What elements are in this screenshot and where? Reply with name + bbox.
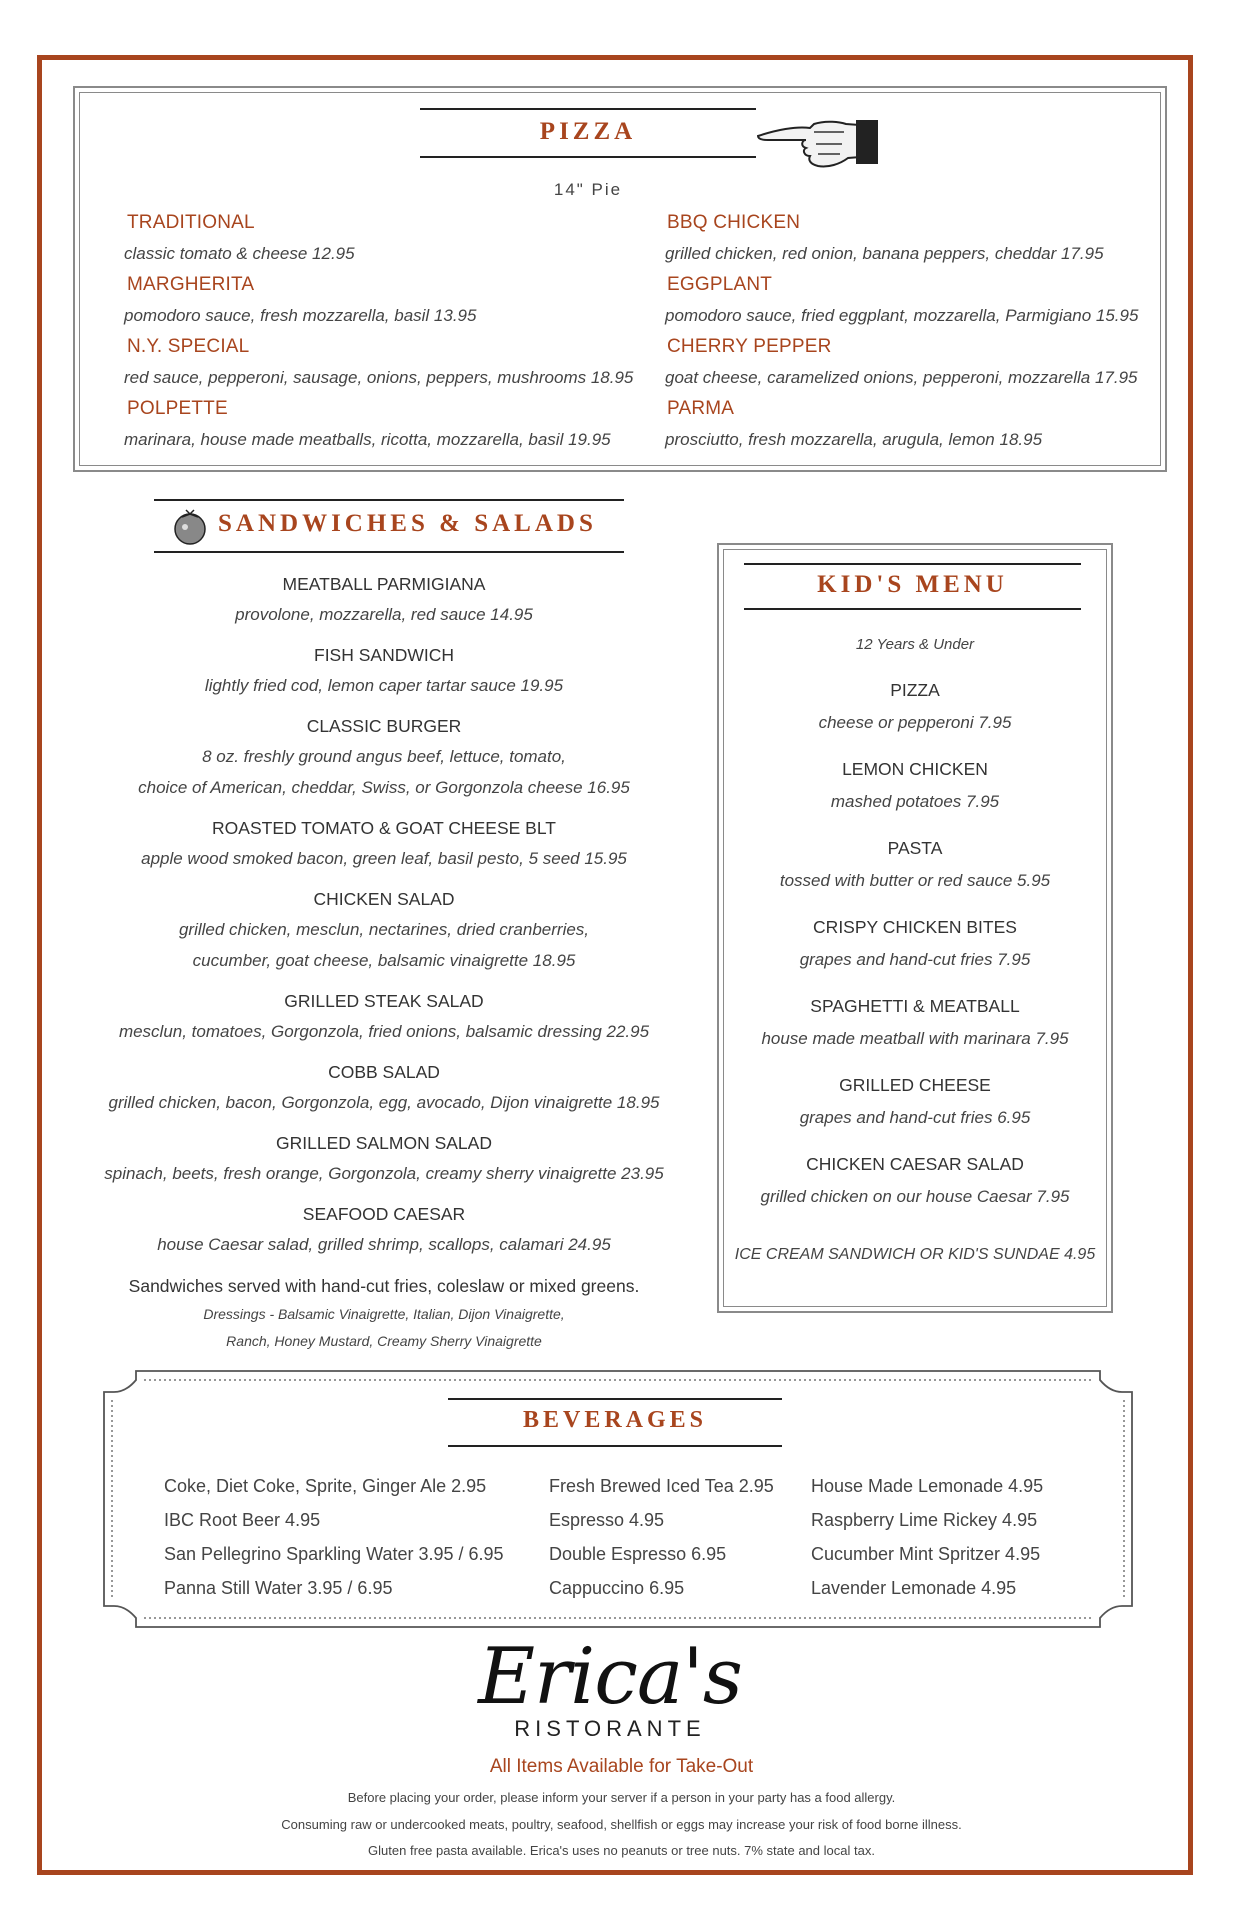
- kids-item-name: CRISPY CHICKEN BITES: [813, 917, 1017, 937]
- pizza-title: PIZZA: [539, 118, 637, 145]
- sandwich-item-desc: choice of American, cheddar, Swiss, or Gorgonzola cheese 16.95: [138, 778, 630, 797]
- pizza-item-name: TRADITIONAL: [127, 212, 255, 233]
- sandwich-item-desc: cucumber, goat cheese, balsamic vinaigrette 18.95: [192, 951, 576, 970]
- logo-subtitle: RISTORANTE: [514, 1716, 706, 1741]
- sandwich-item-desc: provolone, mozzarella, red sauce 14.95: [235, 605, 533, 624]
- sandwich-item-name: ROASTED TOMATO & GOAT CHEESE BLT: [212, 818, 556, 838]
- beverage-item: San Pellegrino Sparkling Water 3.95 / 6.95: [164, 1544, 504, 1564]
- sandwich-item-desc: spinach, beets, fresh orange, Gorgonzola, creamy sherry vinaigrette 23.95: [104, 1164, 664, 1183]
- pizza-item-name: MARGHERITA: [127, 274, 255, 295]
- beverage-item: IBC Root Beer 4.95: [164, 1510, 321, 1530]
- beverages-rule-top: [448, 1398, 782, 1400]
- pizza-item-name: CHERRY PEPPER: [667, 336, 832, 357]
- beverages-rule-bottom: [448, 1445, 782, 1447]
- sandwich-item-desc: house Caesar salad, grilled shrimp, scallops, calamari 24.95: [157, 1235, 611, 1254]
- kids-item-desc: grapes and hand-cut fries 6.95: [799, 1108, 1031, 1127]
- pizza-subtitle: 14" Pie: [553, 180, 623, 199]
- pizza-rule-top: [420, 108, 756, 110]
- beverage-item: Lavender Lemonade 4.95: [811, 1578, 1017, 1598]
- sandwich-item-name: SEAFOOD CAESAR: [302, 1204, 466, 1224]
- beverage-item: Cucumber Mint Spritzer 4.95: [811, 1544, 1041, 1564]
- sandwich-item-desc: grilled chicken, bacon, Gorgonzola, egg, avocado, Dijon vinaigrette 18.95: [108, 1093, 660, 1112]
- pizza-item-desc: marinara, house made meatballs, ricotta, mozzarella, basil 19.95: [124, 430, 611, 449]
- dressings-line-2: Ranch, Honey Mustard, Creamy Sherry Vinaigrette: [226, 1333, 542, 1349]
- sandwich-item-name: CHICKEN SALAD: [313, 889, 455, 909]
- sandwich-item-name: GRILLED STEAK SALAD: [284, 991, 484, 1011]
- sandwich-item-name: CLASSIC BURGER: [306, 716, 462, 736]
- pizza-item-desc: pomodoro sauce, fresh mozzarella, basil 13.95: [124, 306, 477, 325]
- kids-item-name: GRILLED CHEESE: [839, 1075, 991, 1095]
- beverages-title: BEVERAGES: [522, 1407, 708, 1433]
- logo-script: Erica's: [478, 1632, 742, 1722]
- sandwiches-rule-bottom: [154, 551, 624, 553]
- kids-item-desc: cheese or pepperoni 7.95: [818, 713, 1012, 732]
- kids-item-name: CHICKEN CAESAR SALAD: [806, 1154, 1024, 1174]
- sandwich-item-desc: 8 oz. freshly ground angus beef, lettuce, tomato,: [202, 747, 566, 766]
- pizza-item-desc: pomodoro sauce, fried eggplant, mozzarella, Parmigiano 15.95: [665, 306, 1139, 325]
- dressings-line-1: Dressings - Balsamic Vinaigrette, Italian, Dijon Vinaigrette,: [203, 1306, 565, 1322]
- kids-title: KID'S MENU: [817, 571, 1008, 598]
- sandwich-item-name: GRILLED SALMON SALAD: [276, 1133, 492, 1153]
- pizza-item-name: N.Y. SPECIAL: [127, 336, 250, 357]
- kids-item-desc: house made meatball with marinara 7.95: [761, 1029, 1069, 1048]
- kids-rule-bottom: [744, 608, 1081, 610]
- pointing-hand-icon: [756, 110, 884, 174]
- beverage-item: Double Espresso 6.95: [549, 1544, 727, 1564]
- pizza-item-name: BBQ CHICKEN: [667, 212, 801, 233]
- sandwiches-rule-top: [154, 499, 624, 501]
- beverage-item: Espresso 4.95: [549, 1510, 665, 1530]
- beverage-item: Raspberry Lime Rickey 4.95: [811, 1510, 1038, 1530]
- beverage-item: Cappuccino 6.95: [549, 1578, 685, 1598]
- pizza-item-name: EGGPLANT: [667, 274, 773, 295]
- pizza-item-desc: grilled chicken, red onion, banana peppers, cheddar 17.95: [665, 244, 1104, 263]
- beverage-item: House Made Lemonade 4.95: [811, 1476, 1044, 1496]
- beverage-item: Coke, Diet Coke, Sprite, Ginger Ale 2.95: [164, 1476, 487, 1496]
- kids-item-name: SPAGHETTI & MEATBALL: [810, 996, 1020, 1016]
- kids-item-desc: grapes and hand-cut fries 7.95: [799, 950, 1031, 969]
- pizza-rule-bottom: [420, 156, 756, 158]
- kids-item-desc: grilled chicken on our house Caesar 7.95: [760, 1187, 1070, 1206]
- kids-item-desc: mashed potatoes 7.95: [830, 792, 1000, 811]
- pizza-item-desc: goat cheese, caramelized onions, pepperoni, mozzarella 17.95: [665, 368, 1138, 387]
- beverage-item: Fresh Brewed Iced Tea 2.95: [549, 1476, 774, 1496]
- sandwich-item-name: FISH SANDWICH: [314, 645, 454, 665]
- sandwich-item-desc: apple wood smoked bacon, green leaf, basil pesto, 5 seed 15.95: [141, 849, 627, 868]
- sandwiches-note: Sandwiches served with hand-cut fries, coleslaw or mixed greens.: [128, 1276, 640, 1296]
- sandwich-item-desc: mesclun, tomatoes, Gorgonzola, fried onions, balsamic dressing 22.95: [118, 1022, 650, 1041]
- gluten-tax-note: Gluten free pasta available. Erica's uses no peanuts or tree nuts. 7% state and local tax.: [368, 1843, 875, 1858]
- sandwich-item-name: COBB SALAD: [328, 1062, 440, 1082]
- pizza-item-name: POLPETTE: [127, 398, 228, 419]
- sandwich-item-desc: lightly fried cod, lemon caper tartar sauce 19.95: [204, 676, 564, 695]
- kids-item-name: PASTA: [887, 838, 943, 858]
- kids-item-desc: tossed with butter or red sauce 5.95: [779, 871, 1051, 890]
- allergy-note: Before placing your order, please inform your server if a person in your party has a food allergy.: [347, 1790, 896, 1805]
- sandwich-item-name: MEATBALL PARMIGIANA: [282, 574, 486, 594]
- pizza-item-desc: red sauce, pepperoni, sausage, onions, peppers, mushrooms 18.95: [124, 368, 634, 387]
- beverage-item: Panna Still Water 3.95 / 6.95: [164, 1578, 393, 1598]
- tomato-icon: [170, 507, 210, 547]
- kids-item-name: PIZZA: [890, 680, 940, 700]
- takeout-note: All Items Available for Take-Out: [489, 1756, 754, 1777]
- kids-item-name: LEMON CHICKEN: [842, 759, 988, 779]
- kids-dessert: ICE CREAM SANDWICH OR KID'S SUNDAE 4.95: [734, 1246, 1096, 1263]
- kids-subtitle: 12 Years & Under: [855, 636, 975, 653]
- food-safety-note: Consuming raw or undercooked meats, poultry, seafood, shellfish or eggs may increase your risk of food borne illness.: [281, 1817, 962, 1832]
- sandwich-item-desc: grilled chicken, mesclun, nectarines, dried cranberries,: [178, 920, 590, 939]
- sandwiches-title: SANDWICHES & SALADS: [218, 510, 597, 537]
- pizza-item-desc: classic tomato & cheese 12.95: [124, 244, 355, 263]
- kids-rule-top: [744, 563, 1081, 565]
- pizza-item-name: PARMA: [667, 398, 735, 419]
- pizza-item-desc: prosciutto, fresh mozzarella, arugula, lemon 18.95: [665, 430, 1043, 449]
